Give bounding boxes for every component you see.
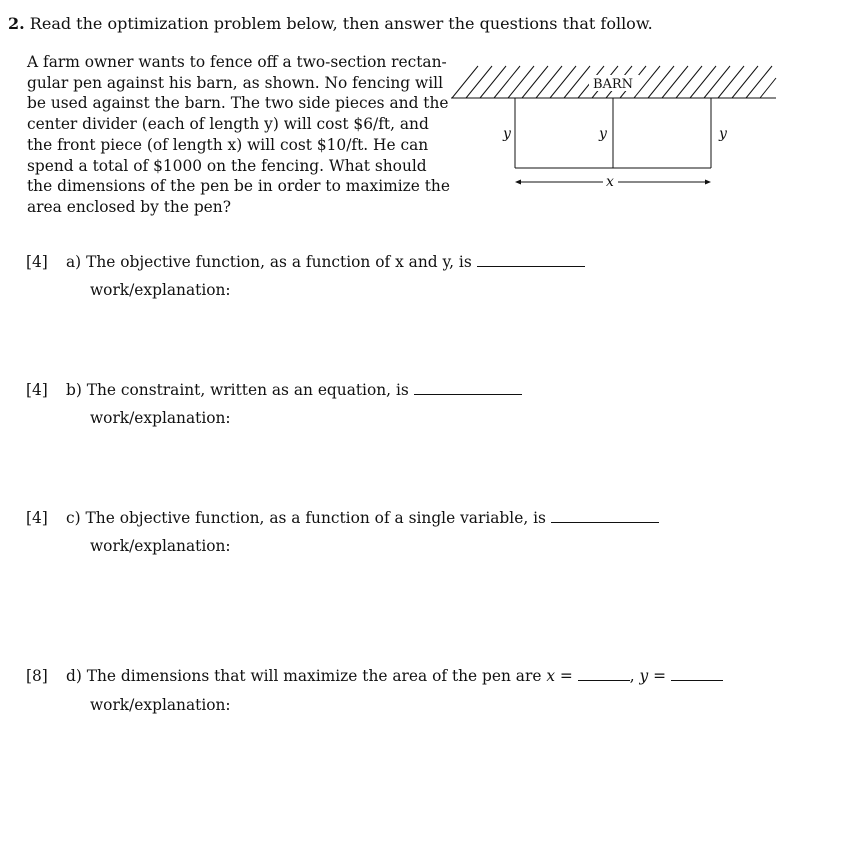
question-a-answer-blank[interactable] (477, 252, 585, 267)
question-a-points: [4] (26, 253, 48, 271)
problem-instruction: Read the optimization problem below, then answer the questions that follow. (29, 14, 653, 33)
question-b-text: b) The constraint, written as an equation, is (66, 381, 409, 399)
question-a-work-label: work/explanation: (90, 281, 231, 299)
question-d-separator: , (629, 667, 635, 685)
question-d-work-label: work/explanation: (90, 696, 231, 714)
pen-fence (515, 98, 711, 168)
question-d-y-equals: y = (639, 667, 667, 685)
question-c-work-label: work/explanation: (90, 537, 231, 555)
question-c-points: [4] (26, 509, 48, 527)
front-length-label: x (606, 174, 614, 190)
problem-number: 2. (8, 14, 25, 33)
question-d-points: [8] (26, 667, 48, 685)
question-b-points: [4] (26, 381, 48, 399)
question-c (26, 508, 659, 527)
question-d-x-answer-blank[interactable] (578, 666, 630, 681)
question-b-work-label: work/explanation: (90, 409, 231, 427)
question-d-y-answer-blank[interactable] (671, 666, 723, 681)
question-d-text: d) The dimensions that will maximize the area of the pen are (66, 667, 542, 685)
question-d (26, 666, 723, 685)
intro-line: be used against the barn. The two side pieces and the (27, 94, 449, 113)
question-b-answer-blank[interactable] (414, 380, 522, 395)
intro-line: A farm owner wants to fence off a two-section rectan- (27, 53, 447, 71)
question-a-text: a) The objective function, as a function of x and y, is (66, 253, 472, 271)
question-c-text: c) The objective function, as a function of a single variable, is (66, 509, 546, 527)
question-c-answer-blank[interactable] (551, 508, 659, 523)
question-d-x-equals: x = (546, 667, 573, 685)
question-a (26, 252, 585, 271)
barn-label: BARN (592, 77, 634, 92)
left-side-label: y (503, 126, 511, 142)
right-side-label: y (719, 126, 727, 142)
center-divider-label: y (599, 126, 607, 142)
intro-line: center divider (each of length y) will cost $6/ft, and (27, 115, 429, 134)
intro-line: the dimensions of the pen be in order to maximize the (27, 177, 450, 196)
intro-line: spend a total of $1000 on the fencing. What should (27, 156, 427, 175)
intro-line: gular pen against his barn, as shown. No fencing will (27, 73, 443, 92)
question-b (26, 380, 522, 399)
intro-line: the front piece (of length x) will cost $10/ft. He can (27, 135, 429, 154)
intro-line: area enclosed by the pen? (27, 197, 231, 216)
